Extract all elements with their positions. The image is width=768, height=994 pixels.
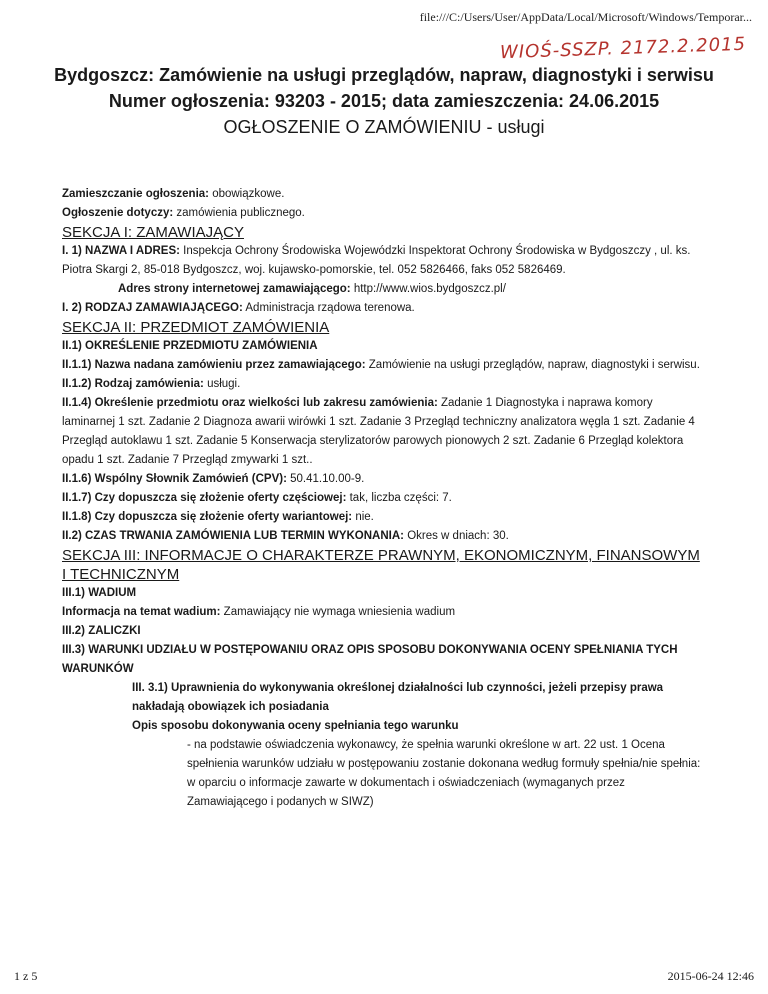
notice-type: OGŁOSZENIE O ZAMÓWIENIU - usługi bbox=[223, 117, 545, 137]
wadium-heading: III.1) WADIUM bbox=[62, 587, 137, 599]
subject-item: II.1.7) Czy dopuszcza się złożenie oferty częściowej: tak, liczba części: 7. bbox=[62, 492, 452, 504]
contracting-authority-address: I. 1) NAZWA I ADRES: Inspekcja Ochrony Środowiska Wojewódzki Inspektorat Ochrony Środowiska w Bydgoszczy , ul. ks. Piotra Skargi 2, 85-018 Bydgoszcz, woj. kujawsko-pomorskie, tel. 052 5826466, faks 052 5826469. bbox=[62, 245, 691, 276]
notice-number-date: Numer ogłoszenia: 93203 - 2015; data zamieszczenia: 24.06.2015 bbox=[108, 91, 660, 111]
assessment-method-text: - na podstawie oświadczenia wykonawcy, że spełnia warunki określone w art. 22 ust. 1 Ocena spełnienia warunków udziału w postępowaniu zostanie dokonana według formuły spełnia/nie spełnia: w oparciu o informacje zawarte w dokumentach i oświadczeniach (wymaganych przez Zamawiającego i podanych w SIWZ) bbox=[187, 739, 701, 808]
contracting-authority-website: Adres strony internetowej zamawiającego: http://www.wios.bydgoszcz.pl/ bbox=[118, 283, 506, 295]
licenses-condition: III. 3.1) Uprawnienia do wykonywania określonej działalności lub czynności, jeżeli przepisy prawa nakładają obowiązek ich posiadania bbox=[132, 682, 664, 713]
intro-line: Ogłoszenie dotyczy: zamówienia publicznego. bbox=[62, 207, 305, 219]
notice-title: Bydgoszcz: Zamówienie na usługi przeglądów, napraw, diagnostyki i serwisu bbox=[54, 65, 714, 85]
conditions-heading: III.3) WARUNKI UDZIAŁU W POSTĘPOWANIU ORAZ OPIS SPOSOBU DOKONYWANIA OCENY SPEŁNIANIA TYCH WARUNKÓW bbox=[62, 644, 678, 675]
assessment-method-label: Opis sposobu dokonywania oceny spełniania tego warunku bbox=[132, 720, 459, 732]
section-1-heading: SEKCJA I: ZAMAWIAJĄCY bbox=[62, 224, 244, 241]
print-header-url: file:///C:/Users/User/AppData/Local/Microsoft/Windows/Temporar... bbox=[419, 10, 752, 24]
page-number: 1 z 5 bbox=[14, 969, 38, 983]
subject-subheading: II.1) OKREŚLENIE PRZEDMIOTU ZAMÓWIENIA bbox=[62, 340, 318, 352]
section-2-heading: SEKCJA II: PRZEDMIOT ZAMÓWIENIA bbox=[62, 319, 330, 336]
subject-item: II.1.1) Nazwa nadana zamówieniu przez zamawiającego: Zamówienie na usługi przeglądów, napraw, diagnostyki i serwisu. bbox=[62, 359, 700, 371]
subject-item: II.1.2) Rodzaj zamówienia: usługi. bbox=[62, 378, 241, 390]
wadium-info: Informacja na temat wadium: Zamawiający nie wymaga wniesienia wadium bbox=[62, 606, 456, 618]
document-title-block bbox=[40, 62, 728, 140]
subject-item: II.1.6) Wspólny Słownik Zamówień (CPV): 50.41.10.00-9. bbox=[62, 473, 365, 485]
section-3-heading: SEKCJA III: INFORMACJE O CHARAKTERZE PRAWNYM, EKONOMICZNYM, FINANSOWYM I TECHNICZNYM bbox=[62, 547, 700, 583]
document-body bbox=[62, 185, 702, 812]
contract-duration: II.2) CZAS TRWANIA ZAMÓWIENIA LUB TERMIN WYKONANIA: Okres w dniach: 30. bbox=[62, 530, 509, 542]
subject-item: II.1.8) Czy dopuszcza się złożenie oferty wariantowej: nie. bbox=[62, 511, 374, 523]
handwritten-reference-note: WIOŚ-SSZP. 2172.2.2015 bbox=[499, 33, 747, 64]
print-datetime: 2015-06-24 12:46 bbox=[667, 969, 754, 983]
zaliczki-heading: III.2) ZALICZKI bbox=[62, 625, 141, 637]
contracting-authority-type: I. 2) RODZAJ ZAMAWIAJĄCEGO: Administracja rządowa terenowa. bbox=[62, 302, 415, 314]
subject-item: II.1.4) Określenie przedmiotu oraz wielkości lub zakresu zamówienia: Zadanie 1 Diagnostyka i naprawa komory laminarnej 1 szt. Zadanie 2 Diagnoza awarii wirówki 1 szt. Zadanie 3 Przegląd techniczny analizatora węgla 1 szt. Zadanie 4 Przegląd autoklawu 1 szt. Zadanie 5 Konserwacja sterylizatorów parowych pionowych 2 szt. Zadanie 6 Przegląd kolektora opadu 1 szt. Zadanie 7 Przegląd zmywarki 1 szt.. bbox=[62, 397, 695, 466]
intro-line: Zamieszczanie ogłoszenia: obowiązkowe. bbox=[62, 188, 285, 200]
